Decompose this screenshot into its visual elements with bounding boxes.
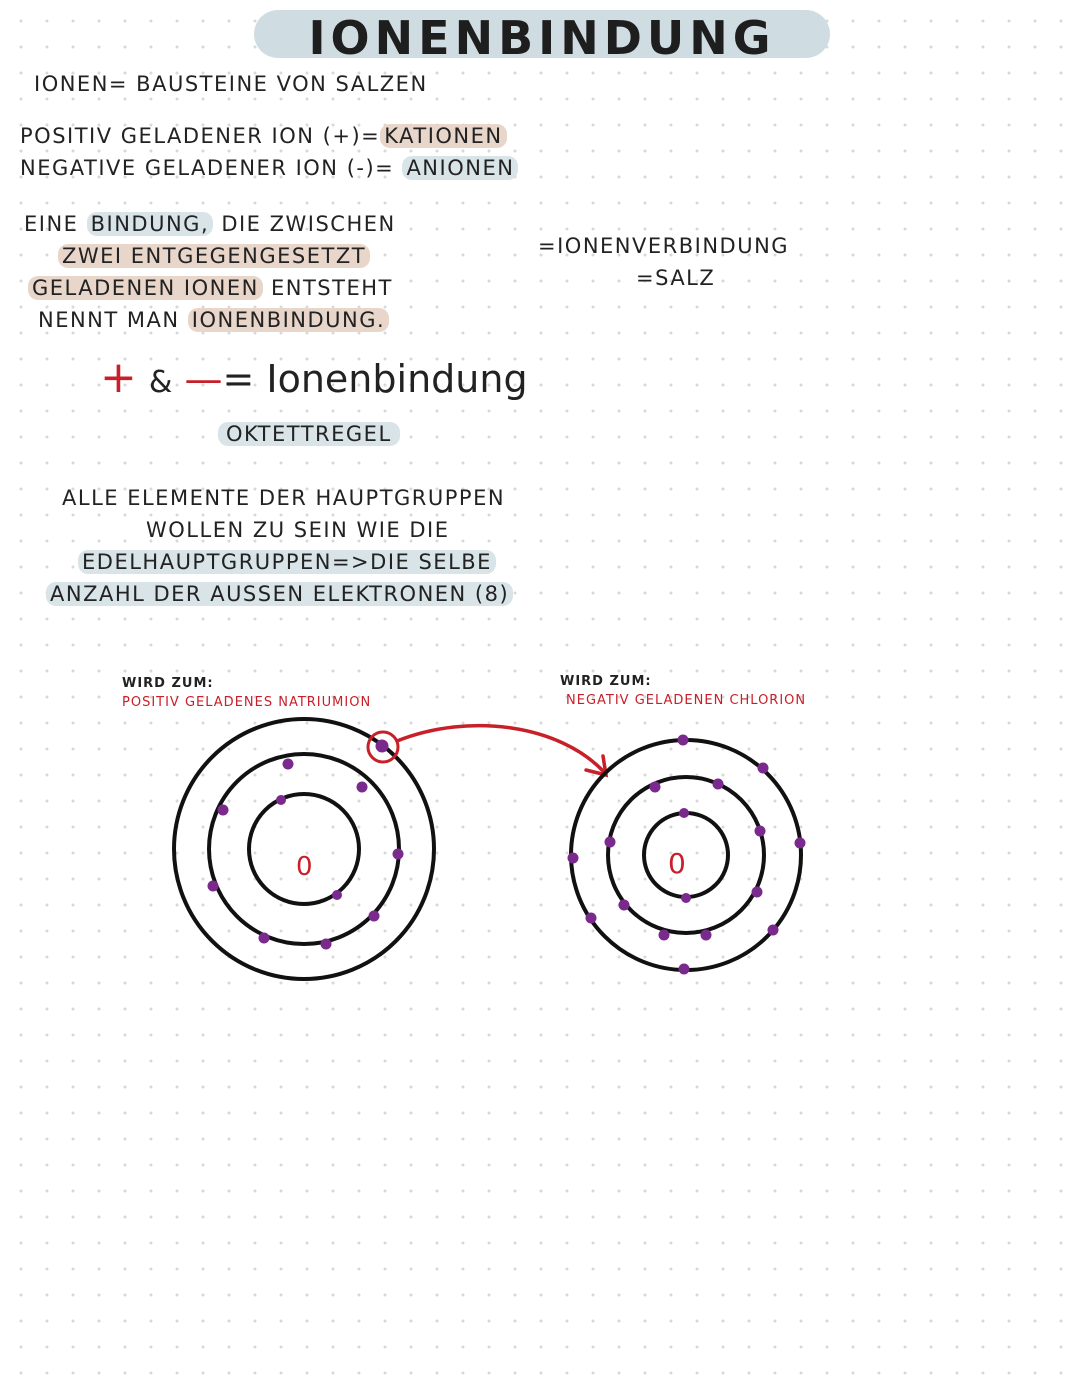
- electron: [586, 913, 597, 924]
- oktett-line-2: WOLLEN ZU SEIN WIE DIE: [146, 518, 450, 542]
- right-atom-caption: NEGATIV GELADENEN CHLORION: [566, 693, 807, 708]
- definition-text: ENTSTEHT: [262, 276, 393, 300]
- electron: [752, 887, 763, 898]
- left-atom-label: WIRD ZUM:: [122, 676, 214, 691]
- electron: [332, 890, 342, 900]
- electron: [768, 925, 779, 936]
- sodium-nucleus: 0: [296, 852, 313, 882]
- electron: [357, 782, 368, 793]
- page-title: IONENBINDUNG: [254, 10, 830, 58]
- ampersand: &: [148, 365, 173, 400]
- electron: [681, 893, 691, 903]
- electron: [369, 911, 380, 922]
- electron: [218, 805, 229, 816]
- electron-transfer-arrow: [397, 726, 606, 775]
- anionen-term: ANIONEN: [402, 156, 518, 180]
- electron: [701, 930, 712, 941]
- ionenbindung-term: IONENBINDUNG.: [188, 308, 389, 332]
- oktettregel-label: OKTETTREGEL: [218, 422, 400, 446]
- kationen-term: KATIONEN: [380, 124, 506, 148]
- synonym-ionenverbindung: =IONENVERBINDUNG: [538, 234, 790, 258]
- electron: [659, 930, 670, 941]
- definition-text: EINE: [24, 212, 87, 236]
- electron: [795, 838, 806, 849]
- electron: [755, 826, 766, 837]
- chlorine-nucleus: 0: [668, 847, 686, 880]
- shell-2: [608, 777, 764, 933]
- bindung-term: BINDUNG,: [87, 212, 214, 236]
- shell-3: [571, 740, 801, 970]
- shell-1: [644, 813, 728, 897]
- minus-sign: —: [184, 357, 223, 401]
- electron: [679, 964, 690, 975]
- electron: [259, 933, 270, 944]
- synonym-salz: =SALZ: [636, 266, 716, 290]
- left-atom-caption: POSITIV GELADENES NATRIUMION: [122, 695, 372, 710]
- plus-sign: +: [100, 352, 137, 403]
- electron: [283, 759, 294, 770]
- positive-ion-prefix: POSITIV GELADENER ION (+)=: [20, 124, 381, 148]
- geladenen-ionen-term: GELADENEN IONEN: [28, 276, 263, 300]
- entgegengesetzt-term: ZWEI ENTGEGENGESETZT: [58, 244, 370, 268]
- electron: [619, 900, 630, 911]
- negative-ion-prefix: NEGATIVE GELADENER ION (-)=: [20, 156, 403, 180]
- sodium-atom: [174, 719, 434, 979]
- edelhauptgruppen-term: EDELHAUPTGRUPPEN=>DIE SELBE: [78, 550, 496, 574]
- definition-text: DIE ZWISCHEN: [213, 212, 396, 236]
- electron: [605, 837, 616, 848]
- electron: [276, 795, 286, 805]
- electron: [650, 782, 661, 793]
- definition-text: NENNT MAN: [38, 308, 188, 332]
- electron: [679, 808, 689, 818]
- electron: [393, 849, 404, 860]
- electron: [568, 853, 579, 864]
- shell-1: [249, 794, 359, 904]
- oktett-line-1: ALLE ELEMENTE DER HAUPTGRUPPEN: [62, 486, 506, 510]
- electron: [758, 763, 769, 774]
- arrow-path: [397, 726, 604, 772]
- electron: [208, 881, 219, 892]
- formula-result: = Ionenbindung: [222, 357, 528, 401]
- intro-line: IONEN= BAUSTEINE VON SALZEN: [34, 72, 428, 96]
- aussen-elektronen-term: ANZAHL DER AUSSEN ELEKTRONEN (8): [46, 582, 513, 606]
- right-atom-label: WIRD ZUM:: [560, 674, 652, 689]
- electron: [321, 939, 332, 950]
- electron: [713, 779, 724, 790]
- outer-electron: [376, 740, 389, 753]
- electron: [678, 735, 689, 746]
